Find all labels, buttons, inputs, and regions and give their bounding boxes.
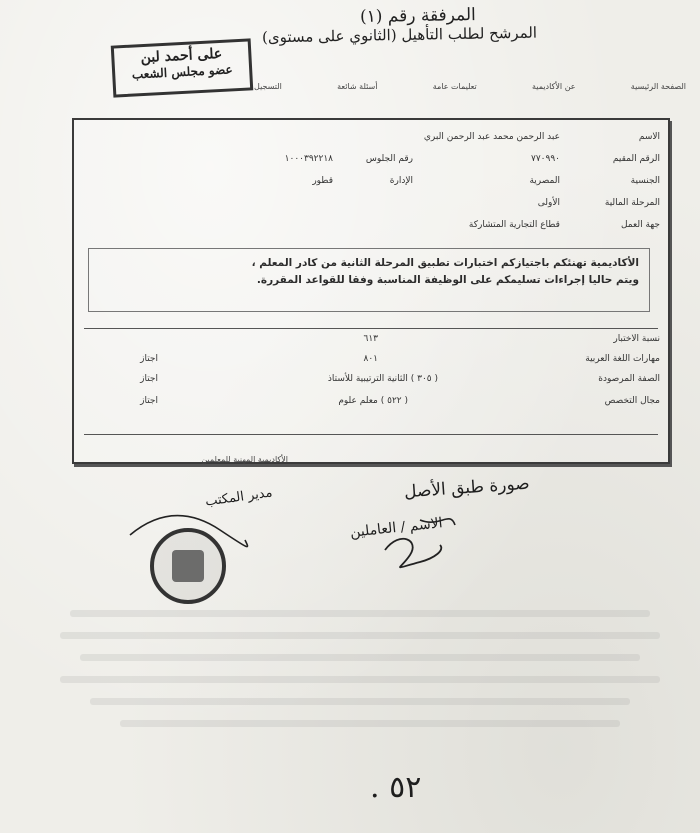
seat-label: رقم الجلوس (365, 154, 413, 164)
field-label: الرقم المقيم (612, 154, 660, 164)
name-stamp (111, 38, 254, 97)
nav-about: عن الأكاديمية (532, 82, 576, 91)
nav-faq: أسئلة شائعة (337, 82, 378, 91)
result-value: ( ٥٢٢ ) معلم علوم (338, 396, 408, 406)
field-value: عبد الرحمن محمد عبد الرحمن البري (423, 132, 560, 142)
field-value: المصرية (529, 176, 560, 186)
field-label: الاسم (638, 132, 660, 142)
bleed-through-text (80, 654, 640, 661)
handwritten-attachment-title: المرفقة رقم (١) (359, 4, 476, 28)
official-seal (150, 528, 226, 604)
nav-home: الصفحة الرئيسية (630, 82, 686, 91)
handwritten-subtitle: المرشح لطلب التأهيل (الثانوي على مستوى) (261, 23, 538, 47)
nav-register: التسجيل (254, 82, 282, 91)
field-label: الجنسية (630, 176, 660, 186)
result-label: مجال التخصص (604, 396, 660, 406)
divider (84, 434, 658, 435)
stamp-name: على أحمد لبن (140, 45, 223, 67)
bleed-through-text (90, 698, 630, 705)
admin-label: الإدارة (389, 176, 413, 186)
result-frame (72, 118, 670, 464)
academy-footer: الأكاديمية المهنية للمعلمين (201, 455, 288, 464)
result-value: ٨٠١ (363, 354, 378, 364)
site-nav (250, 82, 690, 96)
divider (84, 328, 658, 329)
handwritten-number: ٥٢ . (370, 770, 422, 805)
result-label: الصفة المرصودة (598, 374, 660, 384)
stamp-title: عضو مجلس الشعب (131, 62, 233, 82)
certified-copy-signature: صورة طبق الأصل (403, 473, 531, 503)
result-note: اجتاز (140, 354, 158, 364)
result-value: ( ٣٠٥ ) الثانية الترتيبية للأستاذ (327, 374, 438, 384)
seat-value: ١٠٠٠٣٩٢٢١٨ (284, 154, 333, 164)
name-signature: الاسم / العاملين (349, 515, 444, 541)
result-note: اجتاز (140, 396, 158, 406)
bleed-through-text (70, 610, 650, 617)
result-label: مهارات اللغة العربية (585, 354, 660, 364)
field-value: ٧٧٠٩٩٠ (530, 154, 560, 164)
field-label: جهة العمل (620, 220, 660, 230)
bleed-through-text (60, 632, 660, 639)
result-note: اجتاز (140, 374, 158, 384)
admin-value: قطور (312, 176, 333, 186)
nav-instructions: تعليمات عامة (432, 82, 477, 91)
result-label: نسبة الاختبار (613, 334, 660, 344)
message-line-2: ويتم حاليا إجراءات تسليمكم على الوظيفة المناسبة وفقا للقواعد المقررة. (256, 274, 639, 286)
congratulation-message (88, 248, 650, 312)
bleed-through-text (60, 676, 660, 683)
director-signature: مدير المكتب (204, 485, 274, 510)
message-line-1: الأكاديمية تهنئكم باجتيازكم اختبارات تطبيق المرحلة الثانية من كادر المعلم ، (251, 257, 639, 269)
bleed-through-text (120, 720, 620, 727)
field-label: المرحلة المالية (604, 198, 660, 208)
result-value: ٦١٣ (363, 334, 378, 344)
field-value: الأولى (537, 198, 560, 208)
field-value: قطاع التجارية المتشاركة (468, 220, 560, 230)
